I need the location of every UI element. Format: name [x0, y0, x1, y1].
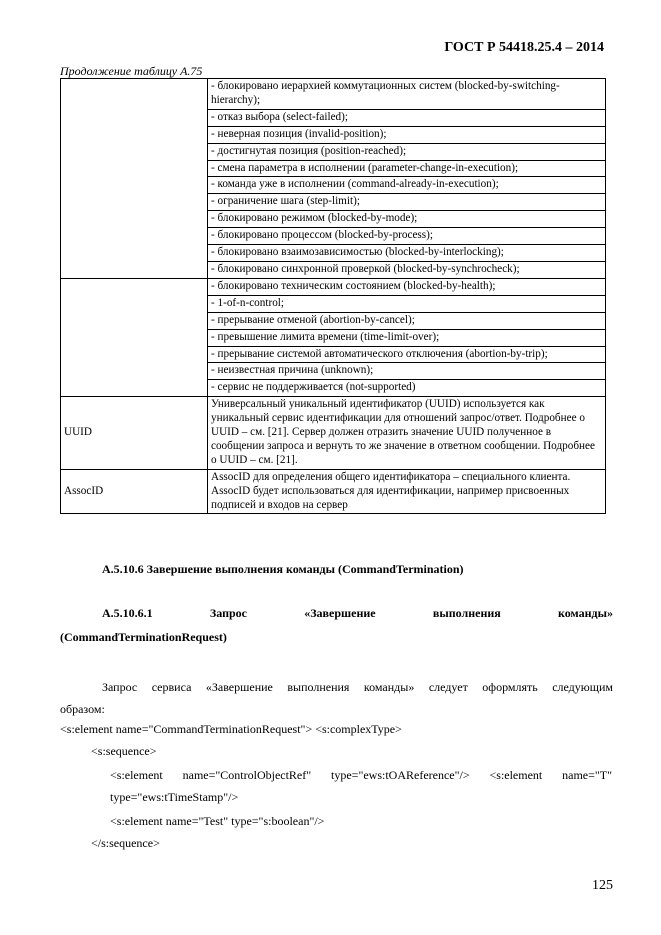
- paragraph-line: Запрос сервиса «Завершение выполнения команды» следует оформлять следующим: [102, 680, 613, 694]
- table-cell-value: - блокировано режимом (blocked-by-mode);: [208, 211, 606, 228]
- parameters-table: [60, 78, 606, 514]
- table-cell-value: - команда уже в исполнении (command-already-in-execution);: [208, 177, 606, 194]
- table-cell-empty: [61, 278, 208, 396]
- subsection-heading: [102, 606, 613, 621]
- subsection-word: Запрос: [209, 606, 247, 620]
- subsection-word: «Завершение: [304, 606, 376, 620]
- table-cell-value: - блокировано синхронной проверкой (blocked-by-synchrocheck);: [208, 261, 606, 278]
- code-line: <s:element name="Test" type="s:boolean"/>: [110, 814, 325, 828]
- param-desc-uuid: Универсальный уникальный идентификатор (UUID) используется как уникальный сервис идентификации для отношений запрос/ответ. Подробнее о UUID – см. [21]. Сервер должен отразить значение UUID полученное в сообщении запроса и вернуть то же значение в ответном сообщении. Подробнее о UUID – см. [21].: [208, 397, 606, 470]
- section-heading: А.5.10.6 Завершение выполнения команды (CommandTermination): [102, 562, 464, 576]
- table-cell-value: - блокировано техническим состоянием (blocked-by-health);: [208, 278, 606, 295]
- table-cell-value: - превышение лимита времени (time-limit-over);: [208, 329, 606, 346]
- subsection-number: А.5.10.6.1: [102, 606, 153, 620]
- paragraph-line: образом:: [60, 702, 105, 716]
- table-cell-value: - 1-of-n-control;: [208, 295, 606, 312]
- subsection-word: команды»: [557, 606, 613, 620]
- code-line: <s:sequence>: [91, 744, 157, 758]
- table-cell-value: - достигнутая позиция (position-reached);: [208, 143, 606, 160]
- table-cell-value: - отказ выбора (select-failed);: [208, 109, 606, 126]
- document-id-header: ГОСТ Р 54418.25.4 – 2014: [444, 40, 604, 55]
- table-continuation-caption: Продолжение таблицу А.75: [60, 64, 203, 78]
- param-name-associd: AssocID: [61, 469, 208, 514]
- code-line: <s:element name="ControlObjectRef" type="ews:tOAReference"/> <s:element name="T": [110, 768, 612, 782]
- table-cell-value: - блокировано иерархией коммутационных систем (blocked-by-switching-hierarchy);: [208, 79, 606, 110]
- page-number: 125: [592, 878, 613, 893]
- subsection-heading-line2: (CommandTerminationRequest): [60, 630, 227, 644]
- table-cell-value: - прерывание отменой (abortion-by-cancel);: [208, 312, 606, 329]
- table-row: [61, 397, 606, 470]
- table-row: [61, 469, 606, 514]
- table-cell-value: - прерывание системой автоматического отключения (abortion-by-trip);: [208, 346, 606, 363]
- param-name-uuid: UUID: [61, 397, 208, 470]
- table-cell-value: - неверная позиция (invalid-position);: [208, 126, 606, 143]
- table-row: [61, 278, 606, 295]
- table-cell-value: - сервис не поддерживается (not-supported): [208, 380, 606, 397]
- table-row: [61, 79, 606, 110]
- subsection-word: выполнения: [432, 606, 501, 620]
- table-cell-empty: [61, 79, 208, 279]
- table-cell-value: - неизвестная причина (unknown);: [208, 363, 606, 380]
- code-line: </s:sequence>: [91, 836, 160, 850]
- code-line: type="ews:tTimeStamp"/>: [110, 790, 239, 804]
- param-desc-associd: AssocID для определения общего идентификатора – специального клиента. AssocID будет использоваться для идентификации, например присвоенных подписей и входов на сервер: [208, 469, 606, 514]
- code-line: <s:element name="CommandTerminationRequest"> <s:complexType>: [60, 722, 402, 736]
- table-cell-value: - блокировано процессом (blocked-by-process);: [208, 228, 606, 245]
- table-cell-value: - ограничение шага (step-limit);: [208, 194, 606, 211]
- table-cell-value: - блокировано взаимозависимостью (blocked-by-interlocking);: [208, 245, 606, 262]
- body-paragraph: [60, 676, 613, 720]
- table-cell-value: - смена параметра в исполнении (parameter-change-in-execution);: [208, 160, 606, 177]
